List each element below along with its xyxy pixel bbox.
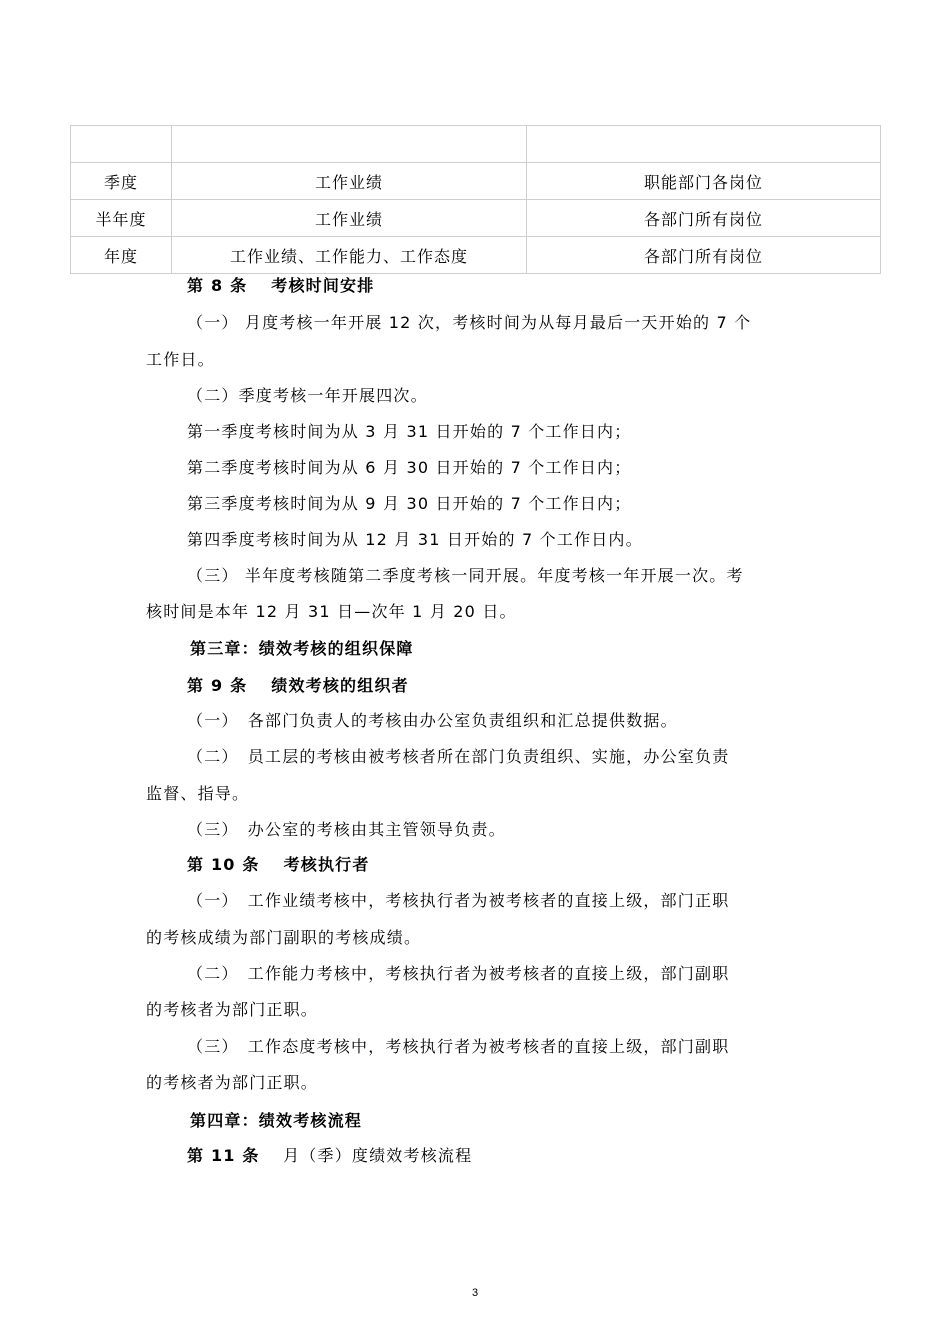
table-cell: 各部门所有岗位 [527, 200, 881, 237]
paragraph-line: 第三季度考核时间为从 9 月 30 日开始的 7 个工作日内； [187, 494, 632, 513]
table-cell [527, 126, 881, 163]
paragraph-line: （二）季度考核一年开展四次。 [187, 386, 428, 405]
table-cell [71, 126, 172, 163]
table-cell: 工作业绩 [172, 163, 527, 200]
table-row [71, 126, 881, 163]
paragraph-line: （一） 各部门负责人的考核由办公室负责组织和汇总提供数据。 [187, 711, 678, 730]
paragraph-line: （三） 工作态度考核中，考核执行者为被考核者的直接上级，部门副职 [187, 1037, 730, 1056]
assessment-table [70, 125, 881, 274]
page-number: 3 [471, 1287, 479, 1299]
paragraph-line: 第四季度考核时间为从 12 月 31 日开始的 7 个工作日内。 [187, 530, 643, 549]
paragraph-line: 工作日。 [146, 350, 215, 369]
table-row [71, 163, 881, 200]
article-10-heading: 第 10 条 考核执行者 [187, 855, 370, 874]
paragraph-line: 的考核者为部门正职。 [146, 1000, 319, 1019]
paragraph-line: 核时间是本年 12 月 31 日—次年 1 月 20 日。 [146, 602, 517, 621]
chapter-3-heading: 第三章：绩效考核的组织保障 [190, 639, 414, 658]
paragraph-line: 的考核者为部门正职。 [146, 1073, 319, 1092]
paragraph-line: （二） 工作能力考核中，考核执行者为被考核者的直接上级，部门副职 [187, 964, 730, 983]
table-cell [172, 126, 527, 163]
table-cell: 工作业绩 [172, 200, 527, 237]
paragraph-line: 监督、指导。 [146, 784, 250, 803]
paragraph-line: 第二季度考核时间为从 6 月 30 日开始的 7 个工作日内； [187, 458, 632, 477]
table-cell: 年度 [71, 237, 172, 274]
paragraph-line: 第一季度考核时间为从 3 月 31 日开始的 7 个工作日内； [187, 422, 632, 441]
article-11-heading: 第 11 条 月（季）度绩效考核流程 [187, 1146, 473, 1165]
article-9-heading: 第 9 条 绩效考核的组织者 [187, 676, 409, 695]
article-8-heading: 第 8 条 考核时间安排 [187, 276, 375, 295]
paragraph-line: （二） 员工层的考核由被考核者所在部门负责组织、实施，办公室负责 [187, 747, 730, 766]
table-cell: 职能部门各岗位 [527, 163, 881, 200]
table-cell: 季度 [71, 163, 172, 200]
table-row [71, 237, 881, 274]
paragraph-line: 的考核成绩为部门副职的考核成绩。 [146, 928, 422, 947]
paragraph-line: （一） 月度考核一年开展 12 次，考核时间为从每月最后一天开始的 7 个 [187, 313, 752, 332]
paragraph-line: （三） 办公室的考核由其主管领导负责。 [187, 820, 506, 839]
paragraph-line: （一） 工作业绩考核中，考核执行者为被考核者的直接上级，部门正职 [187, 891, 730, 910]
paragraph-line: （三） 半年度考核随第二季度考核一同开展。年度考核一年开展一次。考 [187, 566, 744, 585]
chapter-4-heading: 第四章：绩效考核流程 [190, 1111, 363, 1130]
table-row [71, 200, 881, 237]
table-cell: 工作业绩、工作能力、工作态度 [172, 237, 527, 274]
table-cell: 半年度 [71, 200, 172, 237]
table-cell: 各部门所有岗位 [527, 237, 881, 274]
